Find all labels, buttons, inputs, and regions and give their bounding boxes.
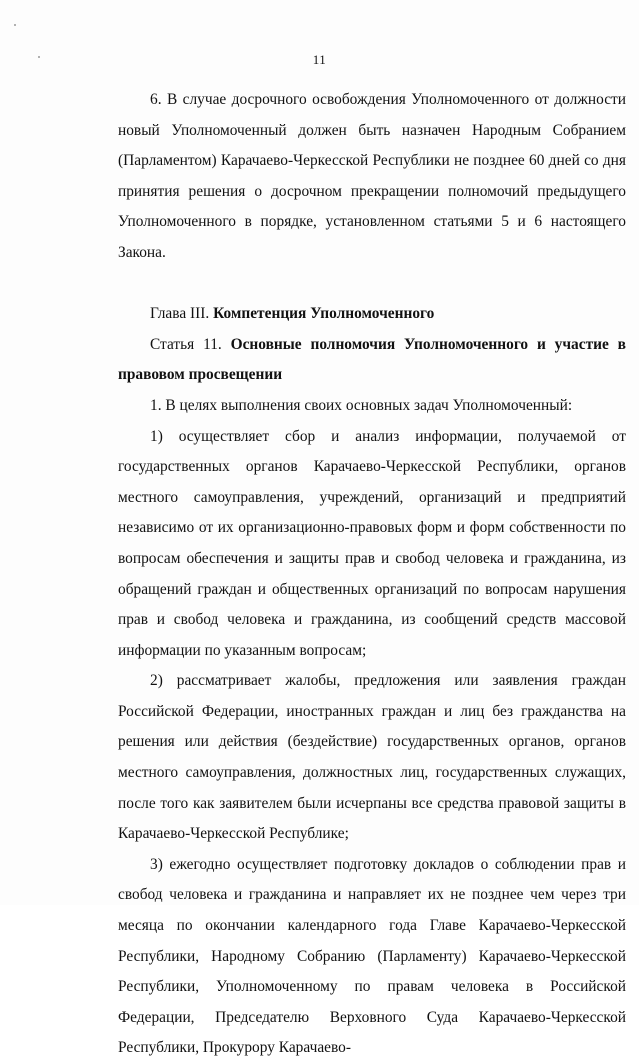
article-heading xyxy=(118,330,626,391)
list-item: 3) ежегодно осуществляет подготовку докладов о соблюдении прав и свобод человека и гражданина и направляет их не позднее чем через три месяца по окончании календарного года Главе Карачаево-Черкесской Республики, Народному Собранию (Парламенту) Карачаево-Черкесской Республики, Уполномоченному по правам человека в Российской Федерации, Председателю Верховного Суда Карачаево-Черкесской Республики, Прокурору Карачаево- xyxy=(118,855,626,1057)
paragraph-6: 6. В случае досрочного освобождения Уполномоченного от должности новый Уполномоченный должен быть назначен Народным Собранием (Парламентом) Карачаево-Черкесской Республики не позднее 60 дней со дня принятия решения о досрочном прекращении полномочий предыдущего Уполномоченного в порядке, установленном статьями 5 и 6 настоящего Закона. xyxy=(118,91,626,261)
scan-speck xyxy=(38,56,40,58)
document-body xyxy=(118,85,626,1064)
list-item: 2) рассматривает жалобы, предложения или заявления граждан Российской Федерации, иностранных граждан и лиц без гражданства на решения или действия (бездействие) государственных органов, органов местного самоуправления, должностных лиц, государственных служащих, после того как заявителем были исчерпаны все средства правовой защиты в Карачаево-Черкесской Республике; xyxy=(118,672,626,843)
chapter-number: Глава III. xyxy=(150,305,210,323)
page-number: 11 xyxy=(312,52,327,67)
clause-1-intro: 1. В целях выполнения своих основных задач Уполномоченный: xyxy=(150,396,573,414)
chapter-title: Компетенция Уполномоченного xyxy=(213,305,435,323)
chapter-heading xyxy=(118,299,626,330)
article-number: Статья 11. xyxy=(150,335,222,353)
list-item: 1) осуществляет сбор и анализ информации, получаемой от государственных органов Карачаево-Черкесской Республики, органов местного самоуправления, учреждений, организаций и предприятий независимо от их организационно-правовых форм и форм собственности по вопросам обеспечения и защиты прав и свобод человека и гражданина, из обращений граждан и общественных организаций по вопросам нарушения прав и свобод человека и гражданина, из сообщений средств массовой информации по указанным вопросам; xyxy=(118,427,626,659)
article-title: Основные полномочия Уполномоченного и участие в правовом просвещении xyxy=(118,335,626,384)
scan-speck xyxy=(14,24,16,26)
